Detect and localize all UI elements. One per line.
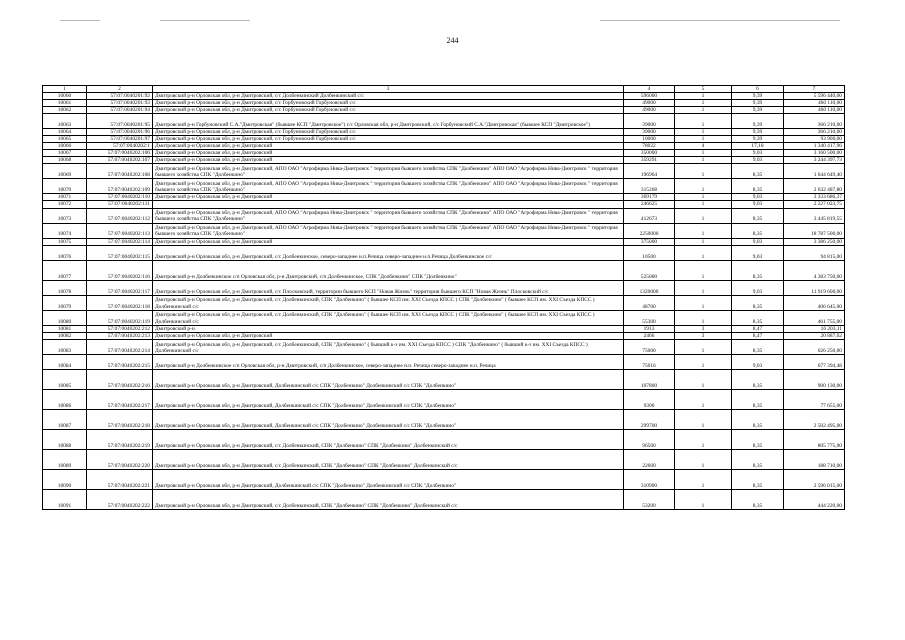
category-value: 1 [675, 369, 732, 389]
scan-mark-mid [160, 20, 250, 21]
table-row [43, 332, 845, 339]
category-value: 1 [675, 208, 732, 223]
cadastral-value: 3 160 500,00 [784, 150, 845, 157]
cadastral-number: 57:07:0040202:115 [87, 245, 153, 260]
cadastral-value: 94 815,00 [784, 245, 845, 260]
table-row [43, 223, 845, 238]
area-value: 310900 [624, 469, 675, 489]
table-row [43, 114, 845, 129]
rate-value: 9,03 [732, 238, 784, 245]
area-value: 75000 [624, 339, 675, 354]
category-value: 1 [675, 100, 732, 107]
column-header: 6 [732, 86, 784, 93]
row-number: 10070 [43, 179, 87, 194]
area-value: 350000 [624, 150, 675, 157]
cadastral-number: 57:07:0040202:112 [87, 208, 153, 223]
cadastral-value: 11 919 600,00 [784, 280, 845, 295]
cadastral-number: 57:07:0040201:96 [87, 129, 153, 136]
category-value: 1 [675, 449, 732, 469]
row-number: 10078 [43, 280, 87, 295]
cadastral-value: 366 210,00 [784, 129, 845, 136]
cadastral-number: 57:07:0040202:217 [87, 389, 153, 409]
location-description: Дмитровский р-н Орловская обл, р-н Дмитровский [153, 332, 624, 339]
row-number: 10060 [43, 93, 87, 100]
location-description: Дмитровский р-н Орловская обл, р-н Дмитровский [153, 150, 624, 157]
table-row [43, 469, 845, 489]
rate-value: 8,35 [732, 339, 784, 354]
rate-value: 9,39 [732, 129, 784, 136]
scan-mark-right [600, 20, 840, 21]
category-value: 1 [675, 150, 732, 157]
location-description: Дмитровский р-н Орловская обл, р-н Дмитровский, АПО ОАО "Агрофирма Нива-Дмитровск " территория бывшего хозяйства СПК "Долбенкино" АПО ОАО "Агрофирма Нива-Дмитровск " территория бывшего хозяйства СПК "Долбенкино" [153, 164, 624, 179]
area-value: 2466 [624, 332, 675, 339]
cadastral-number: 57:07:0040202:109 [87, 179, 153, 194]
row-number: 10067 [43, 150, 87, 157]
rate-value: 9,39 [732, 93, 784, 100]
category-value: 1 [675, 238, 732, 245]
location-description: Дмитровский р-н Орловская обл, р-н Дмитровский, Долбенкинский с/с СПК "Долбенкино" Долбенкинский с/с СПК "Долбенкино" [153, 369, 624, 389]
column-number-row [43, 86, 845, 93]
area-value: 369179 [624, 194, 675, 201]
table-row [43, 238, 845, 245]
column-header: 2 [87, 86, 153, 93]
row-number: 10069 [43, 164, 87, 179]
rate-value: 8,35 [732, 409, 784, 429]
rate-value: 8,35 [732, 295, 784, 310]
cadastral-value: 93 900,00 [784, 136, 845, 143]
area-value: 10500 [624, 245, 675, 260]
cadastral-number: 57:07:0040202:213 [87, 332, 153, 339]
category-value: 1 [675, 469, 732, 489]
table-row [43, 245, 845, 260]
location-description: Дмитровский р-н Орловская обл, р-н Дмитровский, Долбенкинский с/с СПК "Долбенкино" Долбенкинский с/с СПК "Долбенкино" [153, 389, 624, 409]
rate-value: 8,47 [732, 332, 784, 339]
category-value: 1 [675, 164, 732, 179]
cadastral-value: 2 502 495,00 [784, 409, 845, 429]
rate-value: 8,35 [732, 489, 784, 509]
rate-value: 8,35 [732, 223, 784, 238]
cadastral-number: 57:07:0040202:106 [87, 150, 153, 157]
column-header: 1 [43, 86, 87, 93]
table-row [43, 280, 845, 295]
rate-value: 9,03 [732, 150, 784, 157]
rate-value: 9,03 [732, 194, 784, 201]
table-row [43, 194, 845, 201]
row-number: 10090 [43, 469, 87, 489]
row-number: 10077 [43, 260, 87, 280]
location-description: Дмитровский р-н Орловская обл, р-н Дмитровский [153, 238, 624, 245]
area-value: 2250000 [624, 223, 675, 238]
area-value: 10000 [624, 136, 675, 143]
row-number: 10081 [43, 325, 87, 332]
cadastral-number: 57:07:0040201:97 [87, 136, 153, 143]
cadastral-value: 805 775,00 [784, 429, 845, 449]
table-row [43, 260, 845, 280]
category-value: 1 [675, 409, 732, 429]
category-value: 1 [675, 93, 732, 100]
row-number: 10085 [43, 369, 87, 389]
rate-value: 9,39 [732, 100, 784, 107]
area-value: 96500 [624, 429, 675, 449]
cadastral-value: 2 227 023,75 [784, 201, 845, 208]
scan-mark-left [60, 20, 100, 21]
cadastral-value: 3 445 819,55 [784, 208, 845, 223]
area-value: 9300 [624, 389, 675, 409]
table-row [43, 93, 845, 100]
table-row [43, 179, 845, 194]
location-description [153, 201, 624, 208]
rate-value: 8,35 [732, 310, 784, 325]
table-row [43, 201, 845, 208]
land-registry-table [42, 85, 845, 510]
table-row [43, 129, 845, 136]
row-number: 10071 [43, 194, 87, 201]
row-number: 10065 [43, 136, 87, 143]
category-value: 1 [675, 114, 732, 129]
cadastral-number: 57:07:0040202:117 [87, 280, 153, 295]
category-value: 1 [675, 310, 732, 325]
category-value: 1 [675, 194, 732, 201]
location-description: Дмитровский р-н Орловская обл, р-н Дмитровский, с/с Горбуновский Горбуновский с/с [153, 136, 624, 143]
row-number: 10084 [43, 354, 87, 369]
location-description: Дмитровский р-н Орловская обл, р-н Дмитровский, с/с Долбенкинский, СПК "Долбенкино" СПК "Долбенкино" Долбенкинский с/с [153, 489, 624, 509]
category-value: 1 [675, 179, 732, 194]
table-row [43, 369, 845, 389]
area-value: 78022 [624, 143, 675, 150]
table-row [43, 429, 845, 449]
area-value: 299700 [624, 409, 675, 429]
cadastral-value: 3 386 250,00 [784, 238, 845, 245]
cadastral-number: 57:07:0040202:219 [87, 429, 153, 449]
table-row [43, 100, 845, 107]
cadastral-number: 57:07:0040202:119 [87, 310, 153, 325]
table-row [43, 449, 845, 469]
row-number: 10072 [43, 201, 87, 208]
cadastral-value: 4 383 750,00 [784, 260, 845, 280]
row-number: 10063 [43, 114, 87, 129]
cadastral-number: 57:07:0040202:118 [87, 295, 153, 310]
column-header: 5 [675, 86, 732, 93]
cadastral-value: 3 333 686,37 [784, 194, 845, 201]
rate-value: 9,03 [732, 201, 784, 208]
cadastral-value: 2 596 015,00 [784, 469, 845, 489]
location-description: Дмитровский р-н Орловская обл, р-н Дмитровский, с/с Долбенкинский, СПК "Долбенкино" ( бывшее КСП им. XXI Съезда КПСС ) СПК "Долбенкино" ( бывшее КСП им. XXI Съезда КПСС ) Долбенкинский с/с [153, 295, 624, 310]
rate-value: 8,35 [732, 260, 784, 280]
location-description: Дмитровский р-н Орловская обл, р-н Дмитровский [153, 194, 624, 201]
cadastral-number: 57:07:0040202:116 [87, 260, 153, 280]
location-description: Дмитровский р-н Орловская обл, р-н Дмитровский, с/с Долбенкинский, СПК "Долбенкино" СПК "Долбенкино" Долбенкинский с/с [153, 429, 624, 449]
rate-value: 9,03 [732, 245, 784, 260]
row-number: 10082 [43, 332, 87, 339]
location-description: Дмитровский р-н Орловская обл, р-н Дмитровский, с/с Долбенкинский, СПК "Долбенкино" ( бывший к-з им. XXI Съезда КПСС ) СПК "Долбенкино" ( бывший к-з им. XXI Съезда КПСС ) Долбенкинский с/с [153, 339, 624, 354]
rate-value: 8,35 [732, 469, 784, 489]
cadastral-number: 57:07:0040201:95 [87, 114, 153, 129]
rate-value: 9,39 [732, 107, 784, 114]
category-value: 1 [675, 107, 732, 114]
row-number: 10076 [43, 245, 87, 260]
cadastral-number: 57:07:0040202:114 [87, 238, 153, 245]
location-description: Дмитровский р-н Орловская обл, р-н Дмитровский, с/с Долбенкинский Долбенкинский с/с [153, 93, 624, 100]
rate-value: 8,35 [732, 449, 784, 469]
cadastral-value: 20 887,02 [784, 332, 845, 339]
rate-value: 9,39 [732, 136, 784, 143]
table-row [43, 389, 845, 409]
rate-value: 9,03 [732, 280, 784, 295]
row-number: 10075 [43, 238, 87, 245]
rate-value: 9,03 [732, 157, 784, 164]
column-header: 3 [153, 86, 624, 93]
area-value: 1913 [624, 325, 675, 332]
rate-value: 9,39 [732, 114, 784, 129]
cadastral-value: 1 340 417,96 [784, 143, 845, 150]
table-row [43, 354, 845, 369]
area-value: 412673 [624, 208, 675, 223]
location-description: Дмитровский р-н Орловская обл, р-н Дмитровский, с/с Горбуновский Горбуновский с/с [153, 129, 624, 136]
cadastral-number: 57:07:0040201:92 [87, 93, 153, 100]
category-value: 3 [675, 325, 732, 332]
category-value: 1 [675, 245, 732, 260]
row-number: 10066 [43, 143, 87, 150]
rate-value: 17,18 [732, 143, 784, 150]
area-value: 359291 [624, 157, 675, 164]
category-value: 1 [675, 389, 732, 409]
area-value: 525000 [624, 260, 675, 280]
location-description: Дмитровский р-н Орловская обл, р-н Дмитровский, АПО ОАО "Агрофирма Нива-Дмитровск " территория бывшего хозяйства СПК "Долбенкино" АПО ОАО "Агрофирма Нива-Дмитровск " территория бывшего хозяйства СПК "Долбенкино" [153, 223, 624, 238]
area-value: 55300 [624, 310, 675, 325]
cadastral-number: 57:07:0040202:216 [87, 369, 153, 389]
row-number: 10079 [43, 295, 87, 310]
cadastral-number: 57:07:0040202:221 [87, 469, 153, 489]
location-description: Дмитровский р-н Орловская обл, р-н Дмитровский, с/с Горбуновский Горбуновский с/с [153, 107, 624, 114]
area-value: 39000 [624, 129, 675, 136]
cadastral-number: 57:07:0040202:110 [87, 194, 153, 201]
table-row [43, 325, 845, 332]
cadastral-value: 444 220,00 [784, 489, 845, 509]
category-value: 3 [675, 332, 732, 339]
cadastral-number: 57:07:0040202:111 [87, 201, 153, 208]
row-number: 10080 [43, 310, 87, 325]
location-description: Дмитровский р-н Орловская обл, р-н Дмитровский [153, 143, 624, 150]
location-description: Дмитровский р-н Орловская обл, р-н Дмитровский, с/с Долбенкинский, СПК "Долбенкино" СПК "Долбенкино" Долбенкинский с/с [153, 449, 624, 469]
cadastral-value: 406 645,00 [784, 295, 845, 310]
table-row [43, 157, 845, 164]
cadastral-number: 57:07:0040202:215 [87, 354, 153, 369]
rate-value: 8,35 [732, 164, 784, 179]
row-number: 10086 [43, 389, 87, 409]
cadastral-value: 18 787 500,00 [784, 223, 845, 238]
area-value: 49000 [624, 107, 675, 114]
category-value: 1 [675, 129, 732, 136]
rate-value: 8,35 [732, 429, 784, 449]
table-row [43, 295, 845, 310]
row-number: 10068 [43, 157, 87, 164]
location-description: Дмитровский р-н Орловская обл, р-н Дмитровский, АПО ОАО "Агрофирма Нива-Дмитровск " территория бывшего хозяйства СПК "Долбенкино" АПО ОАО "Агрофирма Нива-Дмитровск " территория бывшего хозяйства СПК "Долбенкино" [153, 179, 624, 194]
table-row [43, 150, 845, 157]
category-value: 1 [675, 295, 732, 310]
area-value: 1320000 [624, 280, 675, 295]
area-value: 75016 [624, 354, 675, 369]
table-row [43, 143, 845, 150]
row-number: 10088 [43, 429, 87, 449]
category-value: 1 [675, 157, 732, 164]
row-number: 10089 [43, 449, 87, 469]
area-value: 375000 [624, 238, 675, 245]
table-row [43, 107, 845, 114]
cadastral-value: 2 632 487,80 [784, 179, 845, 194]
category-value: 1 [675, 201, 732, 208]
rate-value: 8,35 [732, 389, 784, 409]
row-number: 10064 [43, 129, 87, 136]
category-value: 1 [675, 260, 732, 280]
cadastral-number: 57:07:0040202:1 [87, 143, 153, 150]
area-value: 49000 [624, 100, 675, 107]
area-value: 315268 [624, 179, 675, 194]
cadastral-number: 57:07:0040202:108 [87, 164, 153, 179]
area-value: 22600 [624, 449, 675, 469]
category-value: 1 [675, 429, 732, 449]
area-value: 107800 [624, 369, 675, 389]
location-description: Дмитровский р-н Орловская обл, р-н Дмитровский, с/с Горбуновский Горбуновский с/с [153, 100, 624, 107]
location-description: Дмитровский р-н Орловская обл, р-н Дмитровский, АПО ОАО "Агрофирма Нива-Дмитровск " территория бывшего хозяйства СПК "Долбенкино" АПО ОАО "Агрофирма Нива-Дмитровск " территория бывшего хозяйства СПК "Долбенкино" [153, 208, 624, 223]
category-value: 1 [675, 339, 732, 354]
cadastral-number: 57:07:0040202:107 [87, 157, 153, 164]
cadastral-value: 16 203,11 [784, 325, 845, 332]
cadastral-value: 1 644 649,40 [784, 164, 845, 179]
location-description: Дмитровский р-н Орловская обл, р-н Дмитровский, Долбенкинский с/с СПК "Долбенкино" Долбенкинский с/с СПК "Долбенкино" [153, 469, 624, 489]
cadastral-value: 5 596 440,00 [784, 93, 845, 100]
cadastral-value: 461 755,00 [784, 310, 845, 325]
row-number: 10073 [43, 208, 87, 223]
rate-value: 8,35 [732, 179, 784, 194]
cadastral-number: 57:07:0040202:220 [87, 449, 153, 469]
rate-value: 8,35 [732, 208, 784, 223]
category-value: 1 [675, 489, 732, 509]
cadastral-value: 3 244 397,73 [784, 157, 845, 164]
rate-value: 8,47 [732, 325, 784, 332]
category-value: 1 [675, 136, 732, 143]
table-row [43, 208, 845, 223]
category-value: 4 [675, 143, 732, 150]
area-value: 246625 [624, 201, 675, 208]
cadastral-value: 366 210,00 [784, 114, 845, 129]
location-description: Дмитровский р-н [153, 325, 624, 332]
table-row [43, 409, 845, 429]
row-number: 10062 [43, 107, 87, 114]
cadastral-number: 57:07:0040202:113 [87, 223, 153, 238]
location-description: Дмитровский р-н Горбуновский С.А."Дмитровская" (бывшее КСП "Дмитровское") с/с Орловская обл, р-н Дмитровский, с/с Горбуновский С.А."Дмитровская" (бывшее КСП "Дмитровское") [153, 114, 624, 129]
area-value: 39000 [624, 114, 675, 129]
table-row [43, 489, 845, 509]
row-number: 10083 [43, 339, 87, 354]
cadastral-number: 57:07:0040201:94 [87, 107, 153, 114]
table-row [43, 339, 845, 354]
rate-value: 8,35 [732, 369, 784, 389]
cadastral-value: 188 710,00 [784, 449, 845, 469]
location-description: Дмитровский р-н Орловская обл, р-н Дмитровский [153, 157, 624, 164]
row-number: 10087 [43, 409, 87, 429]
cadastral-value: 626 250,00 [784, 339, 845, 354]
column-header: 7 [784, 86, 845, 93]
cadastral-number: 57:07:0040201:93 [87, 100, 153, 107]
cadastral-value: 77 655,00 [784, 389, 845, 409]
area-value: 48700 [624, 295, 675, 310]
category-value: 1 [675, 354, 732, 369]
cadastral-number: 57:07:0040202:212 [87, 325, 153, 332]
location-description: Дмитровский р-н Орловская обл, р-н Дмитровский, с/с Долбенкинское, северо-западнее н.п.Речица северо-западнее н.п.Речица Долбенкинское с/с [153, 245, 624, 260]
area-value: 596000 [624, 93, 675, 100]
row-number: 10061 [43, 100, 87, 107]
location-description: Дмитровский р-н Долбенкинское с/п Орловская обл, р-н Дмитровский, с/п Долбенкинское, СПК "Долбенкино" СПК "Долбенкино" [153, 260, 624, 280]
row-number: 10091 [43, 489, 87, 509]
row-number: 10074 [43, 223, 87, 238]
area-value: 196964 [624, 164, 675, 179]
table-row [43, 164, 845, 179]
table-row [43, 310, 845, 325]
rate-value: 9,03 [732, 354, 784, 369]
category-value: 1 [675, 280, 732, 295]
column-header: 4 [624, 86, 675, 93]
location-description: Дмитровский р-н Орловская обл, р-н Дмитровский, Долбенкинский с/с СПК "Долбенкино" Долбенкинский с/с СПК "Долбенкино" [153, 409, 624, 429]
page-number: 244 [446, 36, 459, 45]
category-value: 1 [675, 223, 732, 238]
area-value: 53200 [624, 489, 675, 509]
cadastral-value: 900 130,00 [784, 369, 845, 389]
table-row [43, 136, 845, 143]
location-description: Дмитровский р-н Орловская обл, р-н Дмитровский, с/с Плосковский, территории бывшего КСП "Новая Жизнь" территория бывшего КСП "Новая Жизнь" Плосковский с/с [153, 280, 624, 295]
cadastral-value: 460 110,00 [784, 100, 845, 107]
location-description: Дмитровский р-н Орловская обл, р-н Дмитровский, с/с Долбенкинский, СПК "Долбенкино" ( бывшее КСП им. XXI Съезда КПСС ) СПК "Долбенкино" ( бывшее КСП им. XXI Съезда КПСС ) Долбенкинский с/с [153, 310, 624, 325]
cadastral-value: 460 110,00 [784, 107, 845, 114]
location-description: Дмитровский р-н Долбенкинское с/п Орловская обл, р-н Дмитровский, с/п Долбенкинское, северо-западнее н.п. Речица северо-западнее н.п. Речица [153, 354, 624, 369]
cadastral-number: 57:07:0040202:218 [87, 409, 153, 429]
cadastral-value: 677 394,48 [784, 354, 845, 369]
cadastral-number: 57:07:0040202:222 [87, 489, 153, 509]
cadastral-number: 57:07:0040202:214 [87, 339, 153, 354]
